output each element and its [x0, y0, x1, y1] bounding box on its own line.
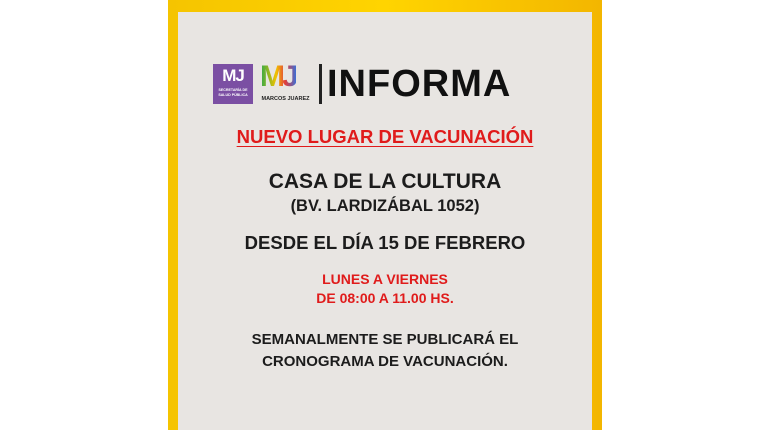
place-address: (BV. LARDIZÁBAL 1052) — [290, 197, 480, 215]
header-divider — [319, 64, 322, 104]
schedule-days: LUNES A VIERNES — [322, 271, 448, 287]
footer-line-2: CRONOGRAMA DE VACUNACIÓN. — [262, 353, 508, 370]
page-title: INFORMA — [327, 63, 512, 105]
start-date: DESDE EL DÍA 15 DE FEBRERO — [244, 232, 526, 253]
headline: NUEVO LUGAR DE VACUNACIÓN — [236, 126, 534, 147]
schedule-hours: DE 08:00 A 11.00 HS. — [316, 290, 454, 306]
logo2-subtitle: MARCOS JUAREZ — [261, 96, 310, 102]
logo1-subtitle: SECRETARÍA DE SALUD PÚBLICA — [218, 88, 248, 97]
logo2-mark: MJ — [260, 60, 296, 93]
salud-publica-logo — [213, 64, 253, 104]
marcos-juarez-logo — [258, 62, 313, 106]
header-logos — [213, 62, 553, 106]
footer-line-1: SEMANALMENTE SE PUBLICARÁ EL — [251, 331, 519, 348]
place-name: CASA DE LA CULTURA — [268, 170, 502, 193]
logo1-mark: MJ — [222, 66, 244, 85]
